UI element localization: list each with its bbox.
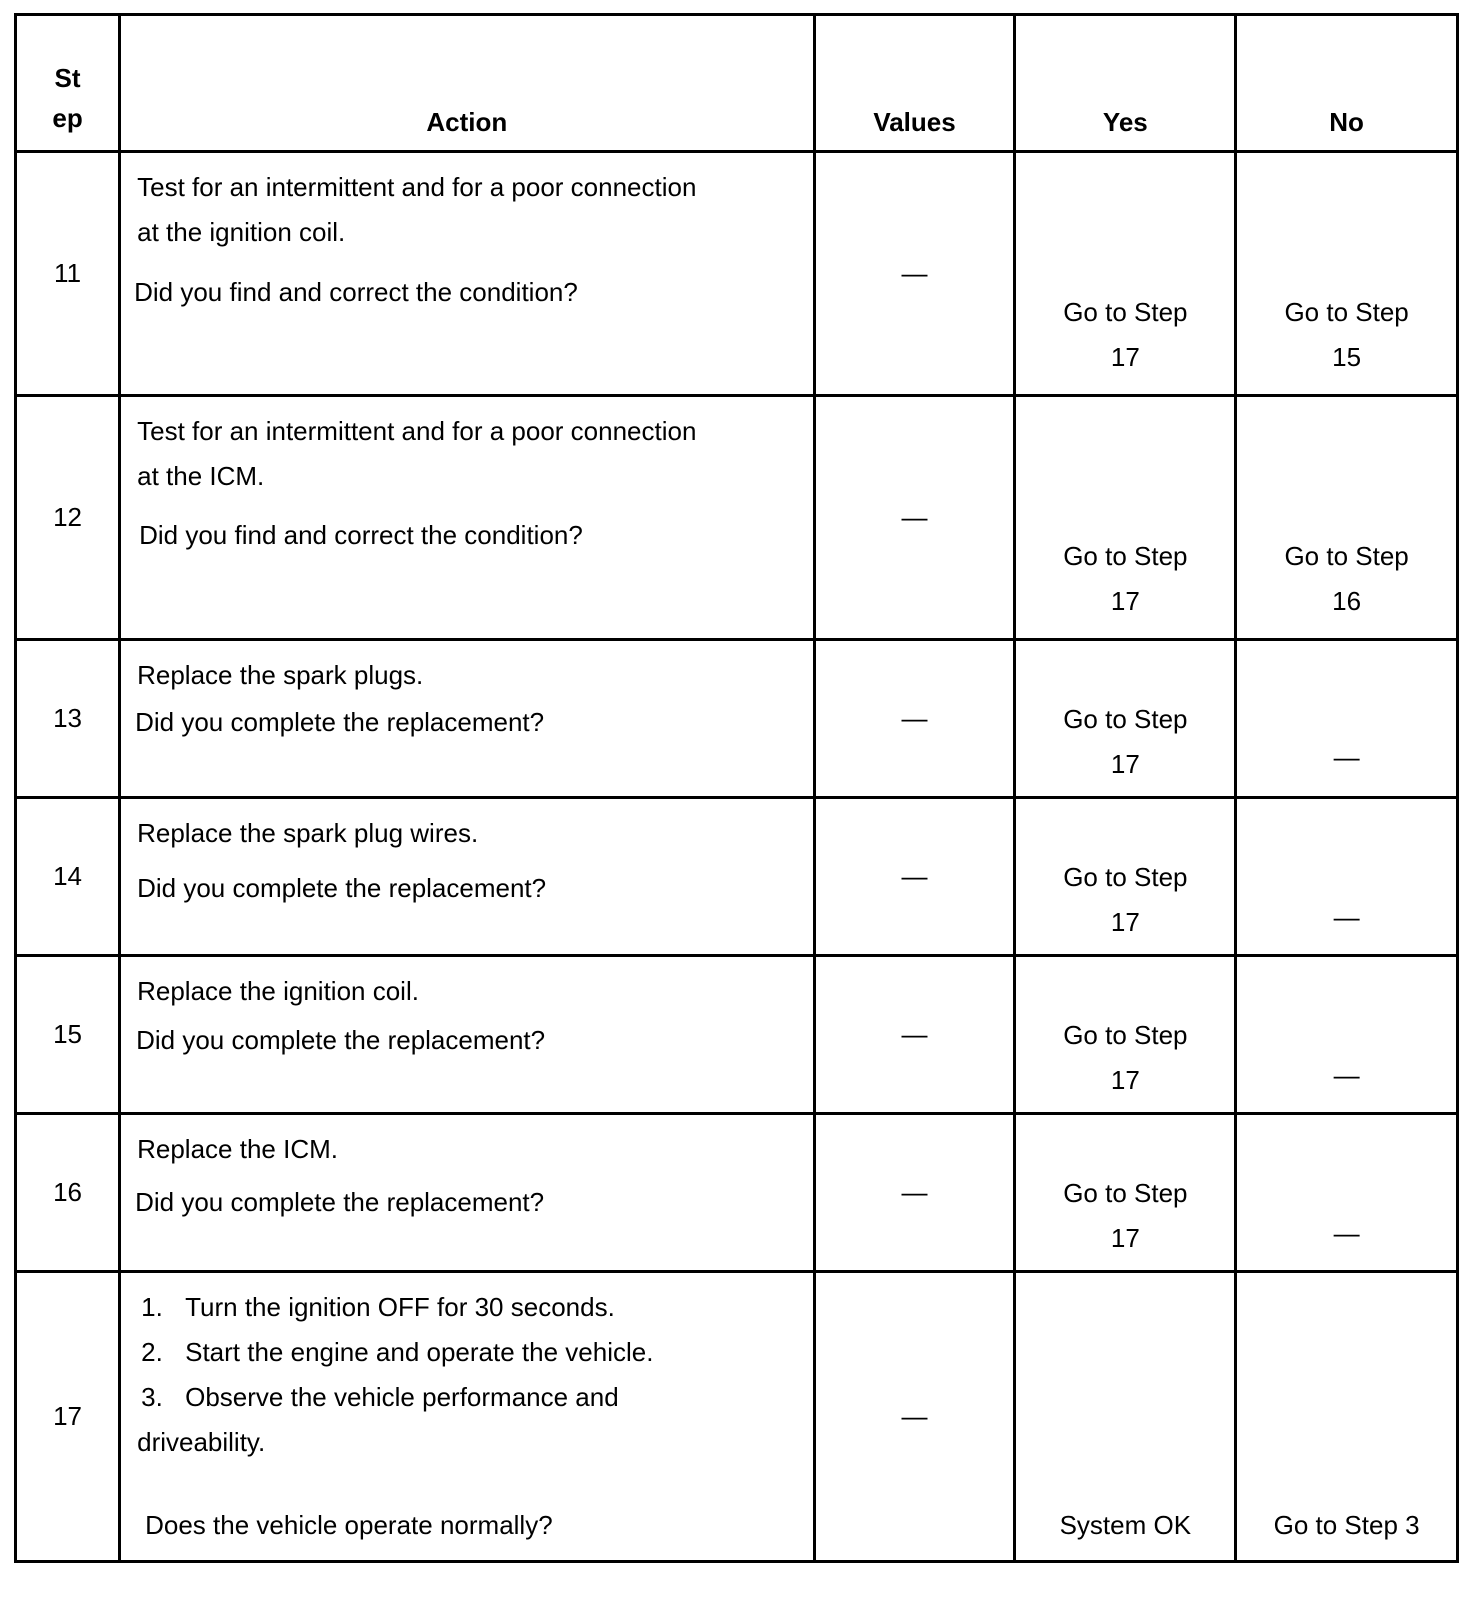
yes-cell xyxy=(1015,1272,1236,1562)
step-number: 13 xyxy=(16,640,120,798)
step-number: 12 xyxy=(16,396,120,640)
no-goto-label: Go to Step xyxy=(1284,297,1409,327)
action-cell xyxy=(120,1114,814,1272)
question-text: Did you complete the replacement? xyxy=(135,1187,545,1217)
header-no: No xyxy=(1236,15,1458,152)
yes-cell xyxy=(1015,396,1236,640)
header-step-line1: St xyxy=(54,63,81,93)
no-cell xyxy=(1236,640,1458,798)
no-dash: — xyxy=(1333,902,1360,932)
question-text: Did you find and correct the condition? xyxy=(134,277,578,307)
yes-goto-step: 17 xyxy=(1110,586,1140,616)
yes-goto-label: Go to Step xyxy=(1063,297,1188,327)
value-dash: — xyxy=(901,1177,928,1207)
yes-goto-label: Go to Step xyxy=(1063,541,1188,571)
values-cell xyxy=(814,152,1015,396)
yes-cell xyxy=(1015,798,1236,956)
action-cell xyxy=(120,956,814,1114)
values-cell xyxy=(814,798,1015,956)
values-cell xyxy=(814,956,1015,1114)
question-text: Did you complete the replacement? xyxy=(136,1025,546,1055)
step-number: 17 xyxy=(16,1272,120,1562)
yes-goto-label: Go to Step xyxy=(1063,862,1188,892)
question-text: Does the vehicle operate normally? xyxy=(145,1510,553,1540)
step-number: 16 xyxy=(16,1114,120,1272)
header-action: Action xyxy=(120,15,814,152)
no-goto: Go to Step 3 xyxy=(1273,1510,1420,1540)
action-text: Replace the ignition coil. xyxy=(137,976,419,1006)
list-item xyxy=(137,1285,802,1330)
table-row xyxy=(16,1114,1458,1272)
yes-goto-step: 17 xyxy=(1110,1223,1140,1253)
values-cell xyxy=(814,1114,1015,1272)
yes-cell xyxy=(1015,1114,1236,1272)
list-number: 3. xyxy=(141,1382,163,1412)
header-row xyxy=(16,15,1458,152)
table-row xyxy=(16,640,1458,798)
yes-cell xyxy=(1015,956,1236,1114)
yes-goto-step: 17 xyxy=(1110,1065,1140,1095)
list-number: 1. xyxy=(141,1292,163,1322)
action-cell xyxy=(120,152,814,396)
no-cell xyxy=(1236,1272,1458,1562)
no-cell xyxy=(1236,396,1458,640)
question-text: Did you complete the replacement? xyxy=(135,707,545,737)
list-text: Observe the vehicle performance and xyxy=(185,1382,619,1412)
step-number: 14 xyxy=(16,798,120,956)
values-cell xyxy=(814,396,1015,640)
yes-goto-label: Go to Step xyxy=(1063,1020,1188,1050)
table-row xyxy=(16,798,1458,956)
list-number: 2. xyxy=(141,1337,163,1367)
yes-cell xyxy=(1015,640,1236,798)
list-text: Turn the ignition OFF for 30 seconds. xyxy=(185,1292,615,1322)
question-text: Did you complete the replacement? xyxy=(137,873,547,903)
no-cell xyxy=(1236,798,1458,956)
values-cell xyxy=(814,1272,1015,1562)
list-item xyxy=(137,1375,802,1420)
no-cell xyxy=(1236,152,1458,396)
value-dash: — xyxy=(901,502,928,532)
no-cell xyxy=(1236,1114,1458,1272)
value-dash: — xyxy=(901,861,928,891)
action-cell xyxy=(120,396,814,640)
action-text: at the ignition coil. xyxy=(137,217,346,247)
value-dash: — xyxy=(901,1401,928,1431)
action-text: Replace the spark plugs. xyxy=(137,660,424,690)
step-number: 11 xyxy=(16,152,120,396)
list-text: Start the engine and operate the vehicle. xyxy=(185,1337,654,1367)
yes-result: System OK xyxy=(1059,1510,1192,1540)
no-goto-label: Go to Step xyxy=(1284,541,1409,571)
no-cell xyxy=(1236,956,1458,1114)
list-continuation: driveability. xyxy=(137,1427,266,1457)
table-row xyxy=(16,1272,1458,1562)
values-cell xyxy=(814,640,1015,798)
table-row xyxy=(16,396,1458,640)
action-text: Replace the ICM. xyxy=(137,1134,338,1164)
header-yes: Yes xyxy=(1015,15,1236,152)
yes-goto-step: 17 xyxy=(1110,342,1140,372)
table-row xyxy=(16,152,1458,396)
no-goto-step: 16 xyxy=(1332,586,1362,616)
question-text: Did you find and correct the condition? xyxy=(139,520,583,550)
value-dash: — xyxy=(901,703,928,733)
list-item xyxy=(137,1330,802,1375)
diagnostic-table xyxy=(14,13,1459,1563)
yes-goto-label: Go to Step xyxy=(1063,1178,1188,1208)
no-goto-step: 15 xyxy=(1332,342,1362,372)
no-dash: — xyxy=(1333,742,1360,772)
header-step xyxy=(16,15,120,152)
action-text: Replace the spark plug wires. xyxy=(137,818,479,848)
step-number: 15 xyxy=(16,956,120,1114)
action-text: Test for an intermittent and for a poor connection xyxy=(137,172,697,202)
header-values: Values xyxy=(814,15,1015,152)
value-dash: — xyxy=(901,1019,928,1049)
action-cell xyxy=(120,640,814,798)
action-cell xyxy=(120,798,814,956)
action-text: Test for an intermittent and for a poor connection xyxy=(137,416,697,446)
table-row xyxy=(16,956,1458,1114)
yes-goto-step: 17 xyxy=(1110,749,1140,779)
yes-goto-step: 17 xyxy=(1110,907,1140,937)
yes-goto-label: Go to Step xyxy=(1063,704,1188,734)
header-step-line2: ep xyxy=(52,103,83,133)
action-text: at the ICM. xyxy=(137,461,265,491)
yes-cell xyxy=(1015,152,1236,396)
value-dash: — xyxy=(901,258,928,288)
no-dash: — xyxy=(1333,1060,1360,1090)
action-cell xyxy=(120,1272,814,1562)
no-dash: — xyxy=(1333,1218,1360,1248)
